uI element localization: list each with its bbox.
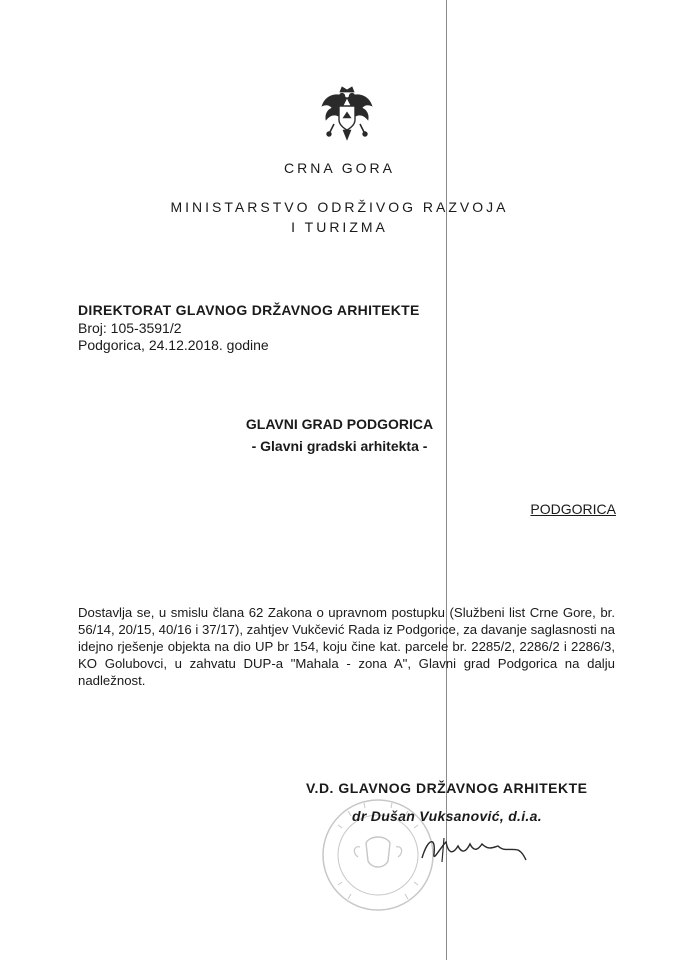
body-paragraph: Dostavlja se, u smislu člana 62 Zakona o upravnom postupku (Službeni list Crne Gore, br. 56/14, 20/15, 40/16 i 37/17), zahtjev Vukčević Rada iz Podgorice, za davanje saglasnosti na idejno rješenje objekta na dio UP br 154, koju čine kat. parcele br. 2285/2, 2286/2 i 2286/3, KO Golubovci, u zahvatu DUP-a "Mahala - zona A", Glavni grad Podgorica na dalju nadležnost.: [78, 605, 615, 688]
place-and-date: Podgorica, 24.12.2018. godine: [78, 337, 269, 353]
reference-number: Broj: 105-3591/2: [78, 320, 182, 336]
ministry-name-line2: I TURIZMA: [291, 219, 388, 235]
directorate-title: DIREKTORAT GLAVNOG DRŽAVNOG ARHITEKTE: [78, 302, 420, 318]
signatory-role: V.D. GLAVNOG DRŽAVNOG ARHITEKTE: [306, 780, 588, 796]
signatory-name: dr Dušan Vuksanović, d.i.a.: [352, 808, 542, 824]
recipient-name: GLAVNI GRAD PODGORICA: [245, 416, 434, 432]
ministry-name-line1: MINISTARSTVO ODRŽIVOG RAZVOJA: [170, 199, 509, 215]
recipient-department: - Glavni gradski arhitekta -: [251, 438, 428, 454]
country-name: CRNA GORA: [283, 160, 395, 176]
coat-of-arms-icon: [316, 84, 378, 146]
recipient-city: PODGORICA: [530, 501, 616, 517]
handwritten-signature: [418, 828, 528, 868]
